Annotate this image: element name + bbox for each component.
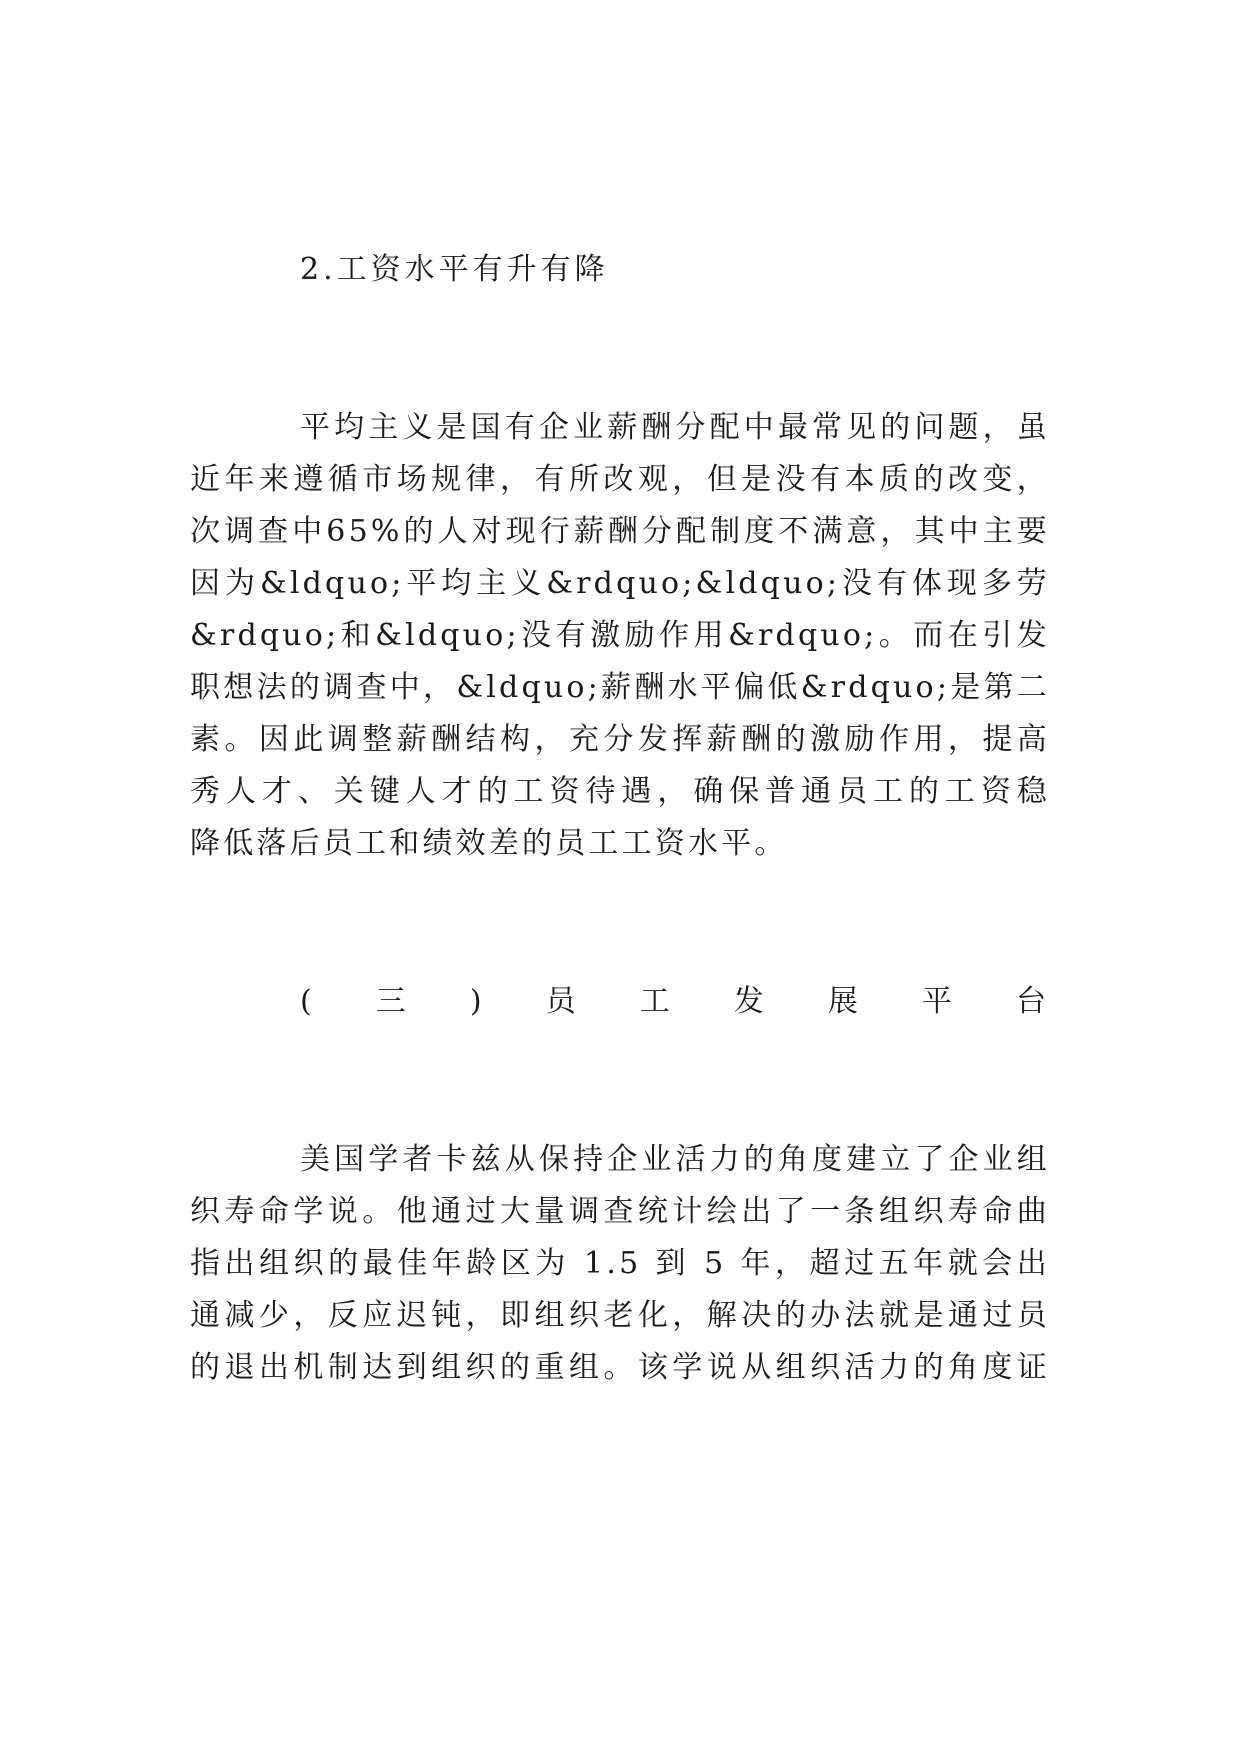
paragraph-line: 次调查中65%的人对现行薪酬分配制度不满意，其中主要: [190, 514, 1050, 549]
paragraph-line: 美国学者卡兹从保持企业活力的角度建立了企业组: [300, 1142, 1050, 1177]
section-heading-salary-level: 2.工资水平有升有降: [300, 252, 609, 287]
paragraph-line: 职想法的调查中，&ldquo;薪酬水平偏低&rdquo;是第二: [190, 670, 1050, 705]
paragraph-line: 的退出机制达到组织的重组。该学说从组织活力的角度证: [190, 1350, 1050, 1385]
paragraph-line: 近年来遵循市场规律，有所改观，但是没有本质的改变，: [190, 462, 1050, 497]
paragraph-line: 通减少，反应迟钝，即组织老化，解决的办法就是通过员: [190, 1298, 1050, 1333]
paragraph-line: 因为&ldquo;平均主义&rdquo;&ldquo;没有体现多劳: [190, 566, 1050, 601]
paragraph-line: &rdquo;和&ldquo;没有激励作用&rdquo;。而在引发: [190, 618, 1050, 653]
paragraph-line: 秀人才、关键人才的工资待遇，确保普通员工的工资稳: [190, 774, 1050, 809]
paragraph-line: 降低落后员工和绩效差的员工工资水平。: [190, 826, 788, 861]
paragraph-line: 织寿命学说。他通过大量调查统计绘出了一条组织寿命曲: [190, 1194, 1050, 1229]
section-heading-development-platform: (三)员工发展平台: [300, 984, 1050, 1019]
paragraph-line: 平均主义是国有企业薪酬分配中最常见的问题，虽: [300, 410, 1050, 445]
paragraph-line: 指出组织的最佳年龄区为 1.5 到 5 年，超过五年就会出: [190, 1246, 1050, 1281]
paragraph-line: 素。因此调整薪酬结构，充分发挥薪酬的激励作用，提高: [190, 722, 1050, 757]
